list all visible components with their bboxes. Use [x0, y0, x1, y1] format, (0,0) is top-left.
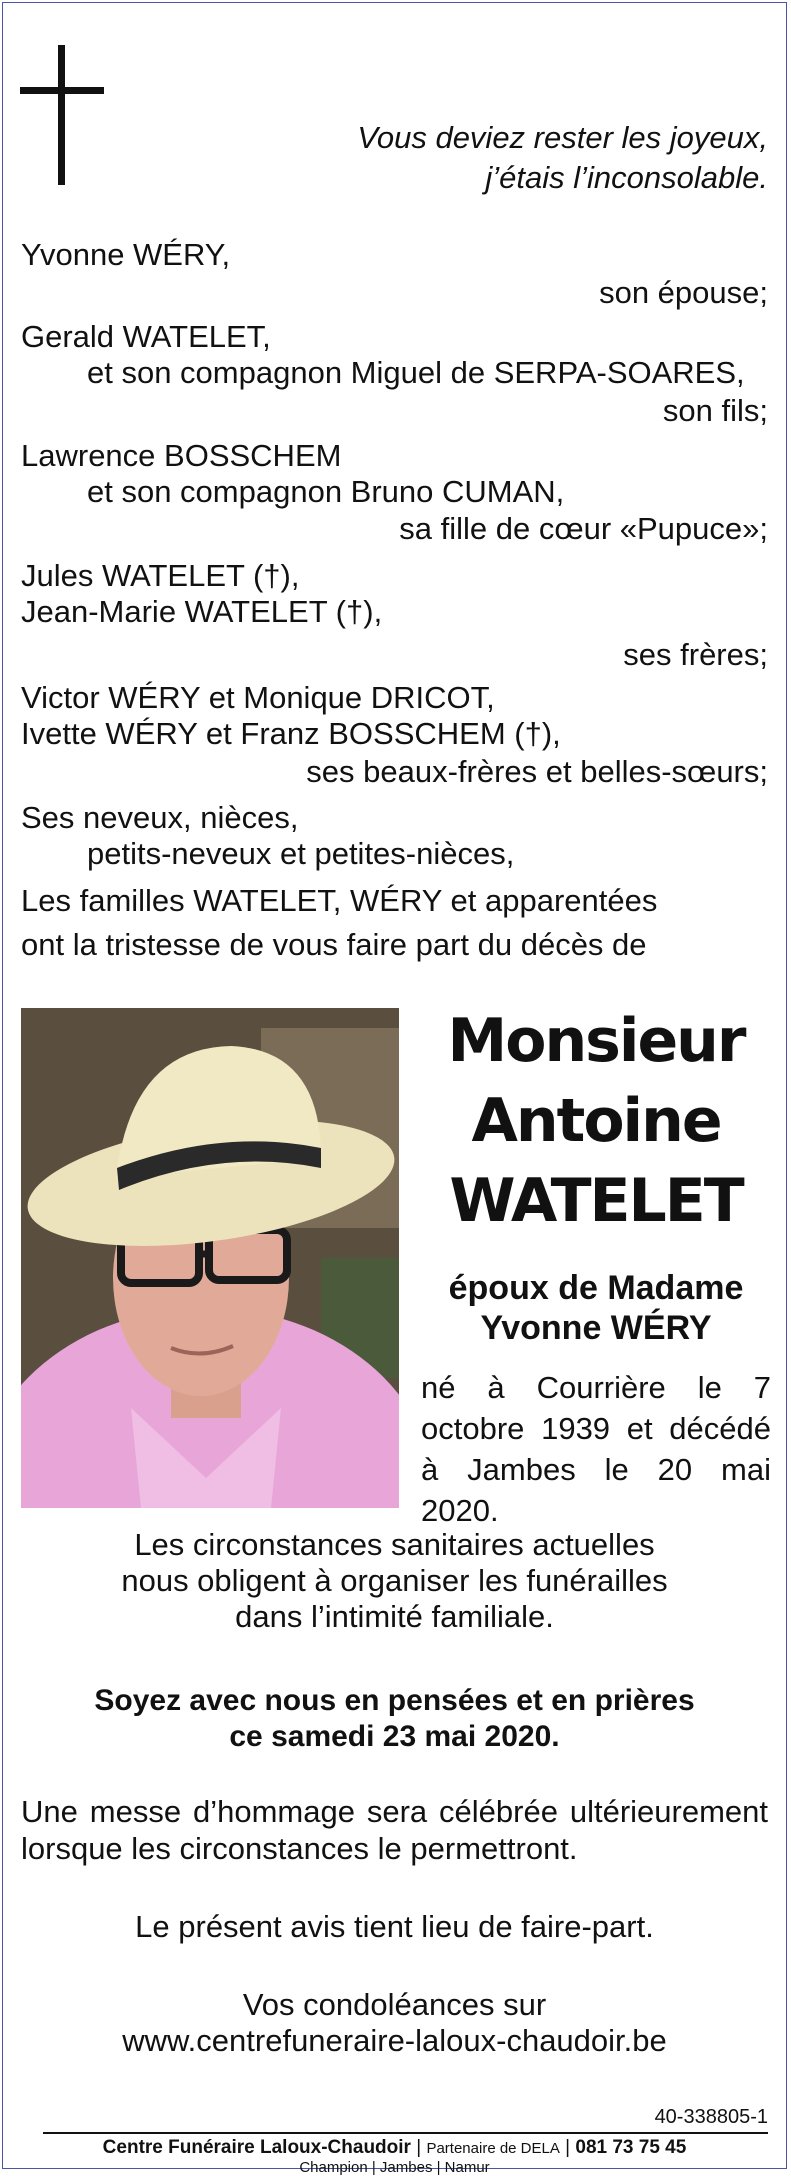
- partner-text: Partenaire de DELA: [426, 2140, 560, 2157]
- prayer-line: Soyez avec nous en pensées et en prières: [94, 1684, 695, 1717]
- prayer-date: ce samedi 23 mai 2020.: [229, 1720, 560, 1753]
- deceased-last-name: WATELET: [449, 1166, 743, 1236]
- family-relation: son épouse;: [599, 275, 768, 310]
- family-line: petits-neveux et petites-nièces,: [87, 836, 515, 871]
- family-relation: sa fille de cœur «Pupuce»;: [399, 511, 768, 546]
- spouse-line: époux de Madame: [448, 1269, 744, 1307]
- family-relation: son fils;: [662, 393, 768, 428]
- mass-announcement: Une messe d’hommage sera célébrée ultérieurement lorsque les circonstances le permettront.: [21, 1794, 768, 1866]
- portrait-photo: [21, 1008, 399, 1508]
- notice-line: nous obligent à organiser les funérailles: [121, 1563, 668, 1598]
- epigraph: [248, 118, 768, 198]
- footer-divider: [43, 2132, 768, 2134]
- family-line: ont la tristesse de vous faire part du décès de: [21, 927, 647, 962]
- faire-part-note: Le présent avis tient lieu de faire-part.: [135, 1909, 654, 1944]
- separator: |: [416, 2137, 422, 2158]
- locations: Champion | Jambes | Namur: [299, 2159, 490, 2176]
- family-line: Gerald WATELET,: [21, 319, 271, 354]
- birth-death-details: né à Courrière le 7 octobre 1939 et décédé à Jambes le 20 mai 2020.: [421, 1370, 771, 1528]
- condolences-label: Vos condoléances sur: [242, 1987, 547, 2022]
- cross-icon-bar: [20, 87, 104, 94]
- family-line: Ses neveux, nièces,: [21, 800, 299, 835]
- reference-number: 40-338805-1: [654, 2106, 768, 2128]
- phone-number: 081 73 75 45: [575, 2137, 687, 2158]
- family-line: et son compagnon Miguel de SERPA-SOARES,: [87, 355, 745, 390]
- epigraph-line: j’étais l’inconsolable.: [485, 160, 768, 195]
- family-relation: ses frères;: [623, 637, 768, 672]
- family-line: Les familles WATELET, WÉRY et apparentées: [21, 883, 658, 918]
- footer-contact: [21, 2136, 768, 2161]
- company-name: Centre Funéraire Laloux-Chaudoir: [102, 2137, 411, 2158]
- deceased-title: Monsieur: [447, 1006, 745, 1076]
- notice-line: Les circonstances sanitaires actuelles: [134, 1527, 655, 1562]
- family-line: Ivette WÉRY et Franz BOSSCHEM (†),: [21, 716, 561, 751]
- cross-icon: [58, 45, 65, 185]
- family-line: Victor WÉRY et Monique DRICOT,: [21, 680, 495, 715]
- spouse-name: Yvonne WÉRY: [480, 1309, 712, 1347]
- obituary-page: [2, 2, 787, 2176]
- family-line: Jean-Marie WATELET (†),: [21, 594, 383, 629]
- condolences-url[interactable]: www.centrefuneraire-laloux-chaudoir.be: [122, 2023, 667, 2058]
- family-line: Yvonne WÉRY,: [21, 237, 231, 272]
- family-line: Jules WATELET (†),: [21, 558, 300, 593]
- notice-line: dans l’intimité familiale.: [235, 1599, 554, 1634]
- deceased-first-name: Antoine: [471, 1086, 721, 1156]
- family-line: Lawrence BOSSCHEM: [21, 438, 342, 473]
- epigraph-line: Vous deviez rester les joyeux,: [357, 120, 768, 155]
- separator: |: [565, 2137, 571, 2158]
- family-line: et son compagnon Bruno CUMAN,: [87, 474, 565, 509]
- family-relation: ses beaux-frères et belles-sœurs;: [306, 754, 768, 789]
